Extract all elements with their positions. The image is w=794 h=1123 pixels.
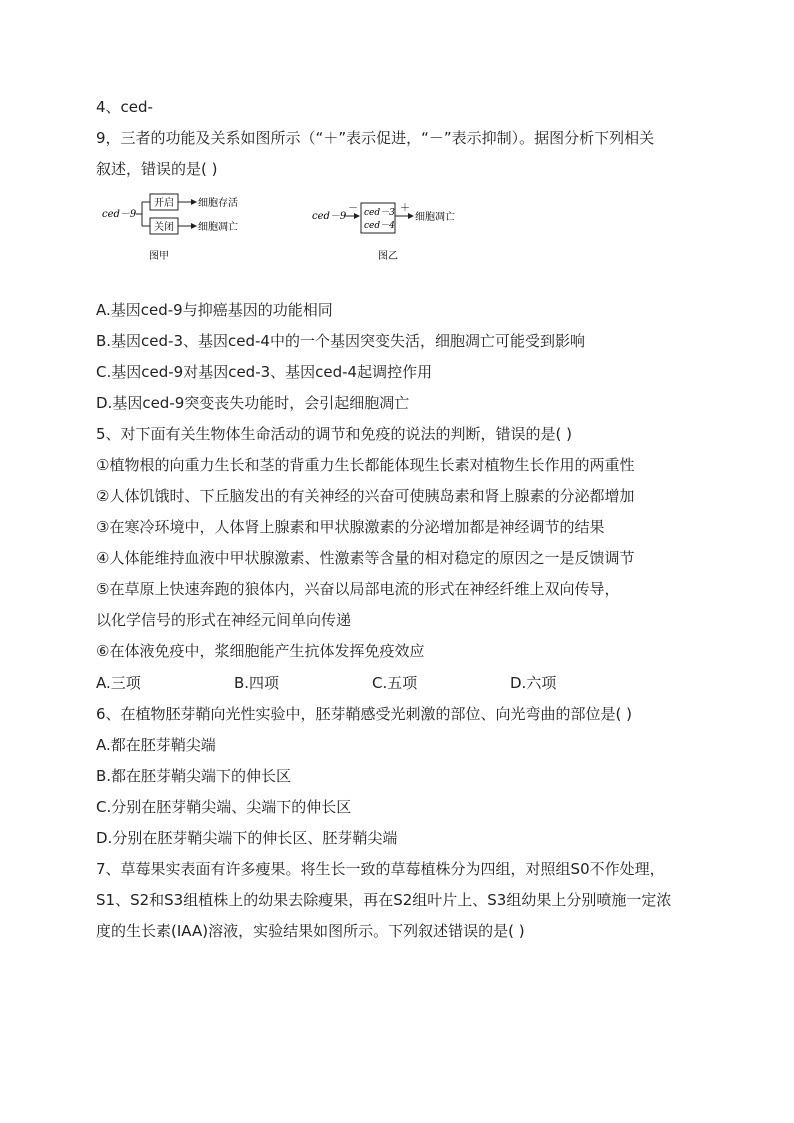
q5-item-5-continued: 以化学信号的形式在神经元间单向传递 [96,611,352,629]
q4-option-b: B.基因ced-3、基因ced-4中的一个基因突变失活，细胞凋亡可能受到影响 [96,332,585,350]
jia-box-open-label: 开启 [154,198,174,209]
q6-option-d: D.分别在胚芽鞘尖端下的伸长区、胚芽鞘尖端 [96,829,398,847]
q6-option-b: B.都在胚芽鞘尖端下的伸长区 [96,767,292,785]
q4-head: 4、ced- [96,98,153,116]
jia-caption: 图甲 [149,251,169,262]
q4-option-c: C.基因ced-9对基因ced-3、基因ced-4起调控作用 [96,363,433,381]
jia-output-1: 细胞存活 [198,198,238,209]
yi-box-top: ced－3 [364,208,395,218]
q5-item-1: ①植物根的向重力生长和茎的背重力生长都能体现生长素对植物生长作用的两重性 [96,456,635,474]
q7-line-2: S1、S2和S3组植株上的幼果去除瘦果，再在S2组叶片上、S3组幼果上分别喷施一定浓 [96,891,672,909]
q5-item-3: ③在寒冷环境中，人体肾上腺素和甲状腺激素的分泌增加都是神经调节的结果 [96,518,605,536]
q4-stem-line-1: 9，三者的功能及关系如图所示（“＋”表示促进，“－”表示抑制）。据图分析下列相关 [96,129,655,147]
yi-plus-sign: ＋ [400,203,410,214]
q5-option-a: A.三项 [96,674,141,692]
q4-option-d: D.基因ced-9突变丧失功能时，会引起细胞凋亡 [96,394,410,412]
q5-stem: 5、对下面有关生物体生命活动的调节和免疫的说法的判断，错误的是( ) [96,425,573,443]
figure-jia [102,194,238,262]
q7-line-1: 7、草莓果实表面有许多瘦果。将生长一致的草莓植株分为四组，对照组S0不作处理， [96,860,665,878]
q6-stem: 6、在植物胚芽鞘向光性实验中，胚芽鞘感受光刺激的部位、向光弯曲的部位是( ) [96,705,633,723]
jia-gene-label: ced－9 [102,209,137,220]
yi-box-bottom: ced－4 [364,221,395,231]
q4-option-a: A.基因ced-9与抑癌基因的功能相同 [96,301,333,319]
q5-item-4: ④人体能维持血液中甲状腺激素、性激素等含量的相对稳定的原因之一是反馈调节 [96,549,635,567]
yi-caption: 图乙 [378,251,398,262]
q4-stem-line-2: 叙述，错误的是( ) [96,160,218,178]
q5-option-c: C.五项 [372,674,418,692]
q6-option-c: C.分别在胚芽鞘尖端、尖端下的伸长区 [96,798,352,816]
yi-gene-label: ced－9 [312,211,347,222]
q4-figure [96,186,496,268]
q5-item-6: ⑥在体液免疫中，浆细胞能产生抗体发挥免疫效应 [96,642,425,660]
yi-minus-sign: － [348,203,358,214]
jia-output-2: 细胞凋亡 [198,222,238,233]
yi-output: 细胞凋亡 [415,212,455,223]
figure-yi [312,202,455,262]
q5-item-2: ②人体饥饿时、下丘脑发出的有关神经的兴奋可使胰岛素和肾上腺素的分泌都增加 [96,487,635,505]
q5-option-b: B.四项 [234,674,280,692]
q6-option-a: A.都在胚芽鞘尖端 [96,736,216,754]
q5-option-d: D.六项 [510,674,557,692]
jia-box-close-label: 关闭 [154,222,174,233]
q5-item-5: ⑤在草原上快速奔跑的狼体内，兴奋以局部电流的形式在神经纤维上双向传导， [96,580,620,598]
q7-line-3: 度的生长素(IAA)溶液，实验结果如图所示。下列叙述错误的是( ) [96,922,525,940]
